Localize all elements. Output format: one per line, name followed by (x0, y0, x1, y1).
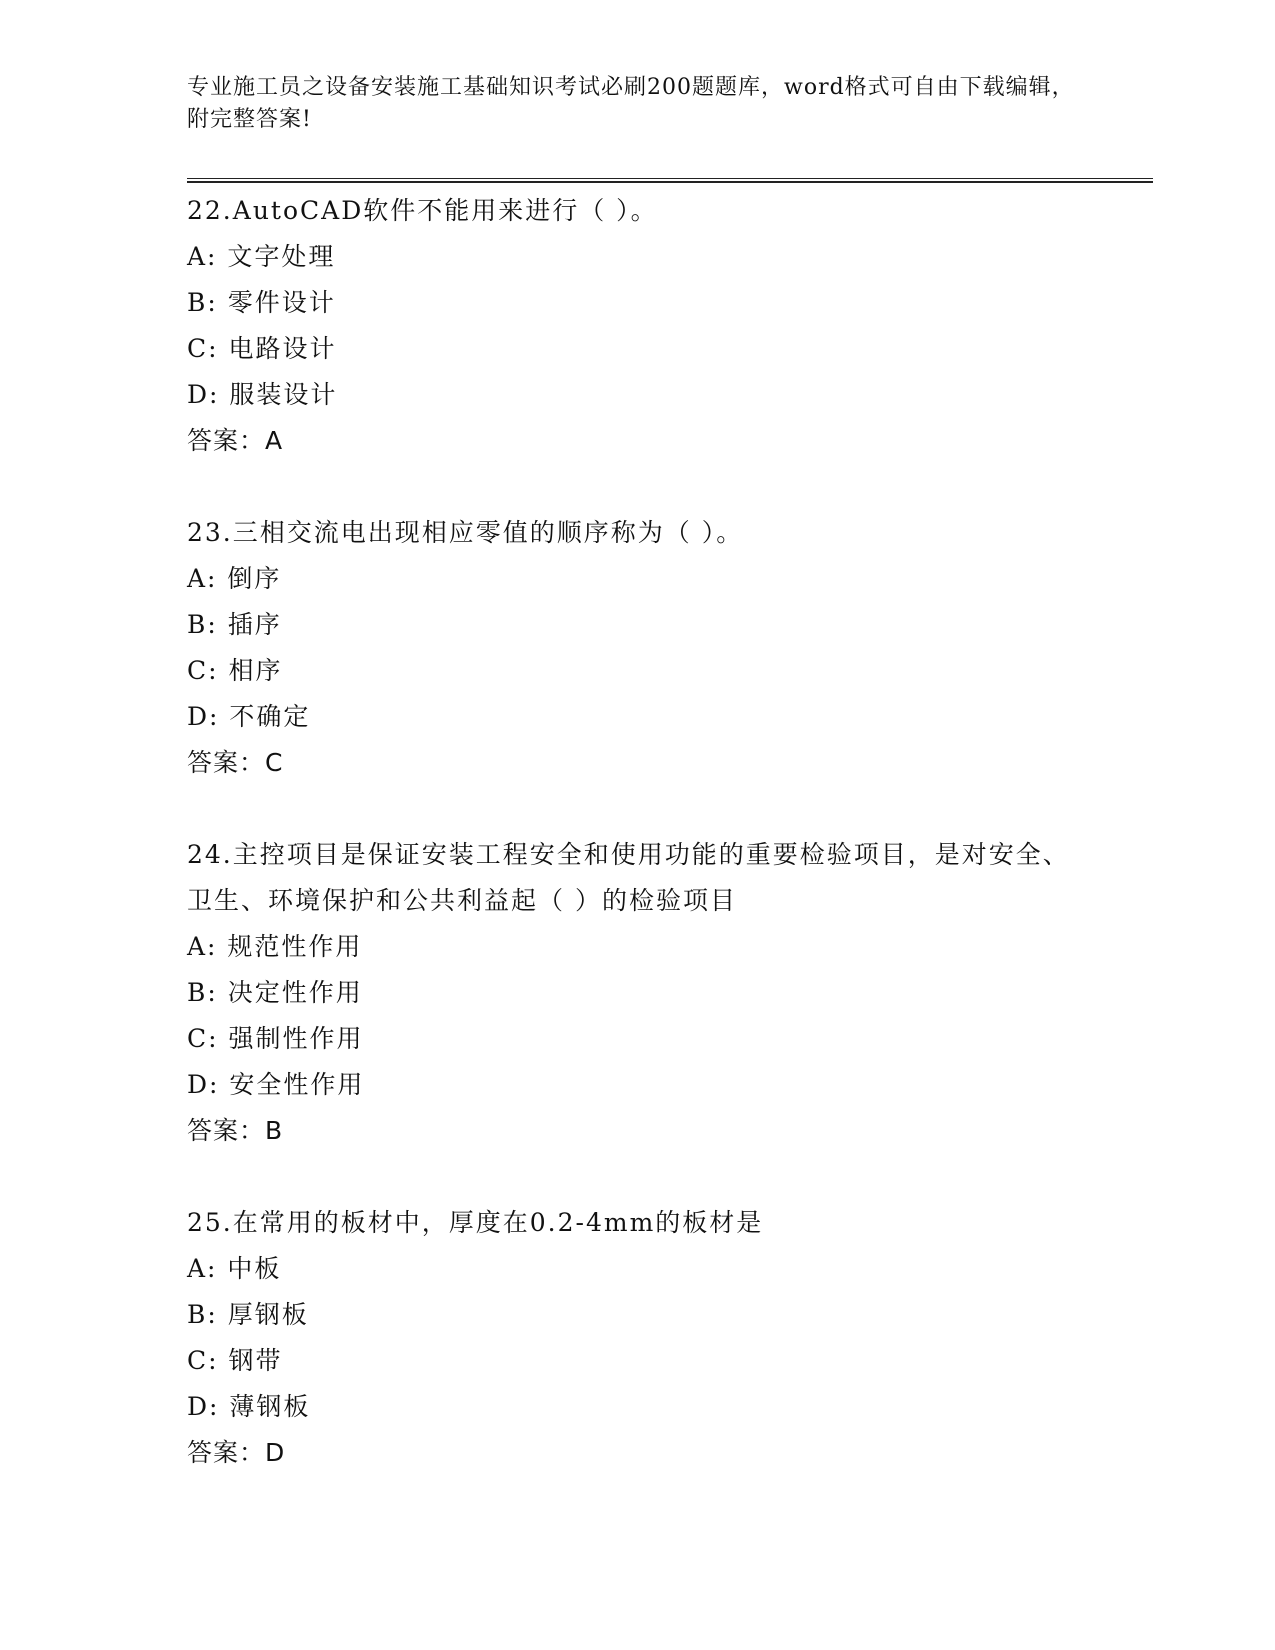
option-c: C: 钢带 (187, 1346, 283, 1375)
option-d: D: 薄钢板 (187, 1392, 311, 1421)
answer-label: 答案：D (187, 1438, 286, 1467)
question-23 (187, 510, 1087, 786)
question-text: 25.在常用的板材中，厚度在0.2-4mm的板材是 (187, 1208, 764, 1237)
option-c: C: 相序 (187, 656, 283, 685)
option-a: A: 中板 (187, 1254, 282, 1283)
answer-label: 答案：B (187, 1116, 284, 1145)
question-22 (187, 188, 1087, 464)
answer-label: 答案：A (187, 426, 284, 455)
option-a: A: 文字处理 (187, 242, 336, 271)
option-b: B: 插序 (187, 610, 282, 639)
question-text: 22.AutoCAD软件不能用来进行（ ）。 (187, 196, 658, 225)
page-header: 专业施工员之设备安装施工基础知识考试必刷200题题库，word格式可自由下载编辑，附完整答案! (187, 75, 1075, 132)
question-text: 24.主控项目是保证安装工程安全和使用功能的重要检验项目，是对安全、卫生、环境保护和公共利益起（ ）的检验项目 (187, 840, 1070, 915)
question-text: 23.三相交流电出现相应零值的顺序称为（ ）。 (187, 518, 744, 547)
option-d: D: 服装设计 (187, 380, 338, 409)
header-divider (187, 178, 1153, 183)
option-c: C: 强制性作用 (187, 1024, 364, 1053)
question-list (187, 188, 1087, 1522)
option-b: B: 决定性作用 (187, 978, 363, 1007)
option-d: D: 不确定 (187, 702, 311, 731)
option-a: A: 规范性作用 (187, 932, 363, 961)
question-24 (187, 832, 1087, 1154)
option-b: B: 零件设计 (187, 288, 336, 317)
option-c: C: 电路设计 (187, 334, 337, 363)
answer-label: 答案：C (187, 748, 284, 777)
option-b: B: 厚钢板 (187, 1300, 309, 1329)
option-a: A: 倒序 (187, 564, 282, 593)
option-d: D: 安全性作用 (187, 1070, 365, 1099)
question-25 (187, 1200, 1087, 1476)
